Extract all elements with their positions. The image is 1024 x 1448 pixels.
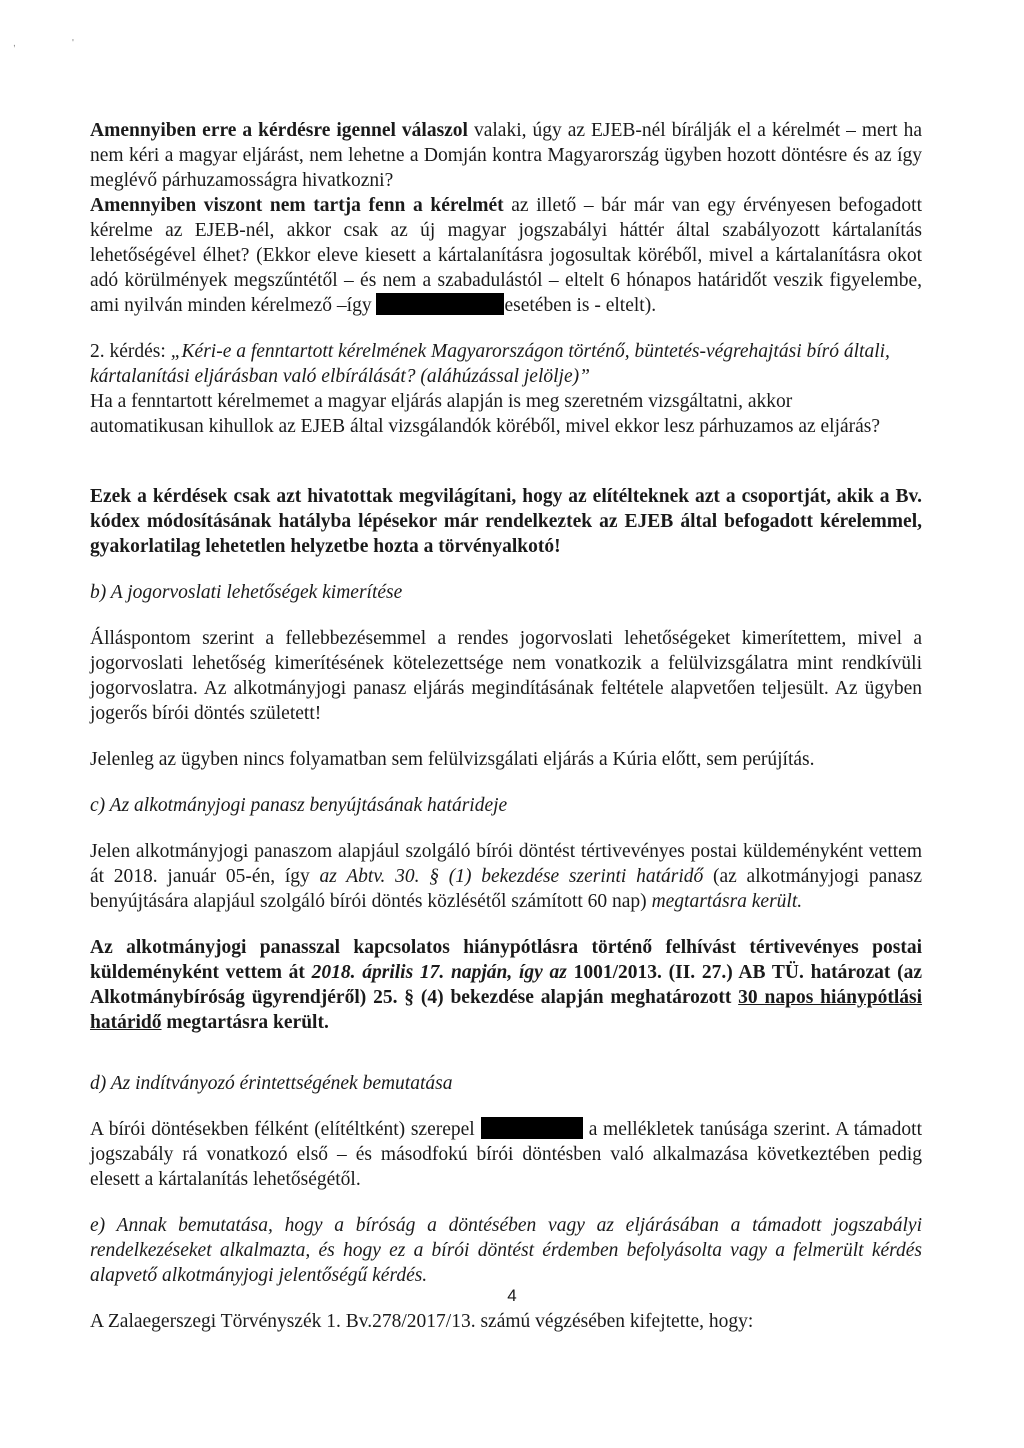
paragraph-text: a mellékletek tanúsága szerint. A támadott jogszabály rá vonatkozó első – és másodfokú bírói döntésben való alkalmazása következtében pedig elesett a kártalanítás lehetőségétől.	[90, 1119, 922, 1190]
question-2	[90, 339, 922, 389]
section-c-paragraph-2	[90, 935, 922, 1035]
paragraph-text: esetében is - eltelt).	[504, 295, 657, 316]
section-d-heading: d) Az indítványozó érintettségének bemutatása	[90, 1073, 453, 1094]
underlined-deadline: 30 napos hiánypótlási határidő	[90, 987, 923, 1033]
paragraph-no-answer	[90, 193, 922, 318]
bold-text: 1001/2013. (II. 27.) AB TÜ. határozat (az Alkotmánybíróság ügyrendjéről) 25. § (4) bekezdése alapján meghatározott	[90, 962, 922, 1008]
document-page	[90, 118, 922, 1334]
bold-lead: Amennyiben erre a kérdésre igennel válaszol	[90, 120, 468, 141]
bold-text: Az alkotmányjogi panasszal kapcsolatos hiánypótlásra történő felhívást tértivevényes postai küldeményként vettem át	[90, 937, 922, 983]
paragraph-text: valaki, úgy az EJEB-nél bírálják el a kérelmét – mert ha nem kéri a magyar eljárást, nem lehetne a Domján kontra Magyarország ügyben hozott döntésre és az így meglévő párhuzamosságra hivatkozni?	[90, 120, 922, 191]
section-e-heading: e) Annak bemutatása, hogy a bíróság a döntésében vagy az eljárásában a támadott jogszabályi rendelkezéseket alkalmazta, és hogy ez a bírói döntést érdemben befolyásolta vagy a felmerült kérdés alapvető alkotmányjogi jelentőségű kérdés.	[90, 1215, 922, 1286]
scan-mark: ,	[13, 38, 16, 49]
paragraph-text: az illető – bár már van egy érvényesen befogadott kérelme az EJEB-nél, akkor csak az új magyar jogszabályi háttér által szabályozott kártalanítás lehetőségével élhet? (Ekkor eleve kiesett a kártalanításra jogosultak köréből, mivel a kártalanításra okot adó körülmények megszűntétől – és nem a szabadulástól – eltelt 6 hónapos határidőt veszik figyelembe, ami nyilván minden kérelmező –így	[90, 195, 922, 316]
section-e-paragraph: A Zalaegerszegi Törvényszék 1. Bv.278/2017/13. számú végzésében kifejtette, hogy:	[90, 1311, 754, 1332]
bold-lead: Amennyiben viszont nem tartja fenn a kérelmét	[90, 195, 504, 216]
paragraph-text: A bírói döntésekben félként (elítéltként) szerepel	[90, 1119, 475, 1140]
scan-mark: '	[72, 38, 74, 49]
summary-bold-paragraph: Ezek a kérdések csak azt hivatottak megvilágítani, hogy az elítélteknek azt a csoportját, akik a Bv. kódex módosításának hatályba lépésekor már rendelkeztek az EJEB által befogadott kérelemmel, gyakorlatilag lehetetlen helyzetbe hozta a törvényalkotó!	[90, 486, 922, 557]
bold-text: megtartásra került.	[161, 1012, 329, 1033]
section-b-heading: b) A jogorvoslati lehetőségek kimerítése	[90, 582, 403, 603]
question-label: 2. kérdés:	[90, 341, 171, 362]
paragraph-text: (az alkotmányjogi panasz benyújtására alapjául szolgáló bírói döntés közlésétől számított 60 nap)	[90, 866, 922, 912]
italic-text: az Abtv. 30. § (1) bekezdése szerinti határidő	[319, 866, 704, 887]
section-c-heading: c) Az alkotmányjogi panasz benyújtásának határideje	[90, 795, 508, 816]
question-text: „Kéri-e a fenntartott kérelmének Magyarországon történő, büntetés-végrehajtási bíró általi, kártalanítási eljárásban való elbírálását? (aláhúzással jelölje)”	[90, 341, 890, 387]
question-2-line2: automatikusan kihullok az EJEB által vizsgálandók köréből, mivel ekkor lesz párhuzamos az eljárás?	[90, 416, 881, 437]
section-c-paragraph	[90, 839, 922, 914]
section-b-paragraph: Álláspontom szerint a fellebbezésemmel a rendes jogorvoslati lehetőségeket kimerítettem, mivel a jogorvoslati lehetőség kimerítésének kötelezettsége nem vonatkozik a felülvizsgálatra mint rendkívüli jogorvoslatra. Az alkotmányjogi panasz eljárás megindításának feltétele alapvetően teljesült. Az ügyben jogerős bírói döntés született!	[90, 628, 922, 724]
paragraph-text: Jelen alkotmányjogi panaszom alapjául szolgáló bírói döntést tértivevényes postai küldeményként vettem át 2018. január 05-én, így	[90, 841, 922, 887]
page-number: 4	[507, 1286, 517, 1305]
section-d-paragraph	[90, 1117, 922, 1192]
section-b-paragraph-2: Jelenleg az ügyben nincs folyamatban sem felülvizsgálati eljárás a Kúria előtt, sem perújítás.	[90, 749, 815, 770]
bold-italic-text: 2018. április 17. napján, így az	[311, 962, 567, 983]
italic-text: megtartásra került.	[651, 891, 803, 912]
question-2-line1: Ha a fenntartott kérelmemet a magyar eljárás alapján is meg szeretném vizsgáltatni, akkor	[90, 391, 793, 412]
redaction-block	[376, 293, 504, 315]
redaction-block	[481, 1117, 583, 1139]
paragraph-yes-answer	[90, 118, 922, 193]
